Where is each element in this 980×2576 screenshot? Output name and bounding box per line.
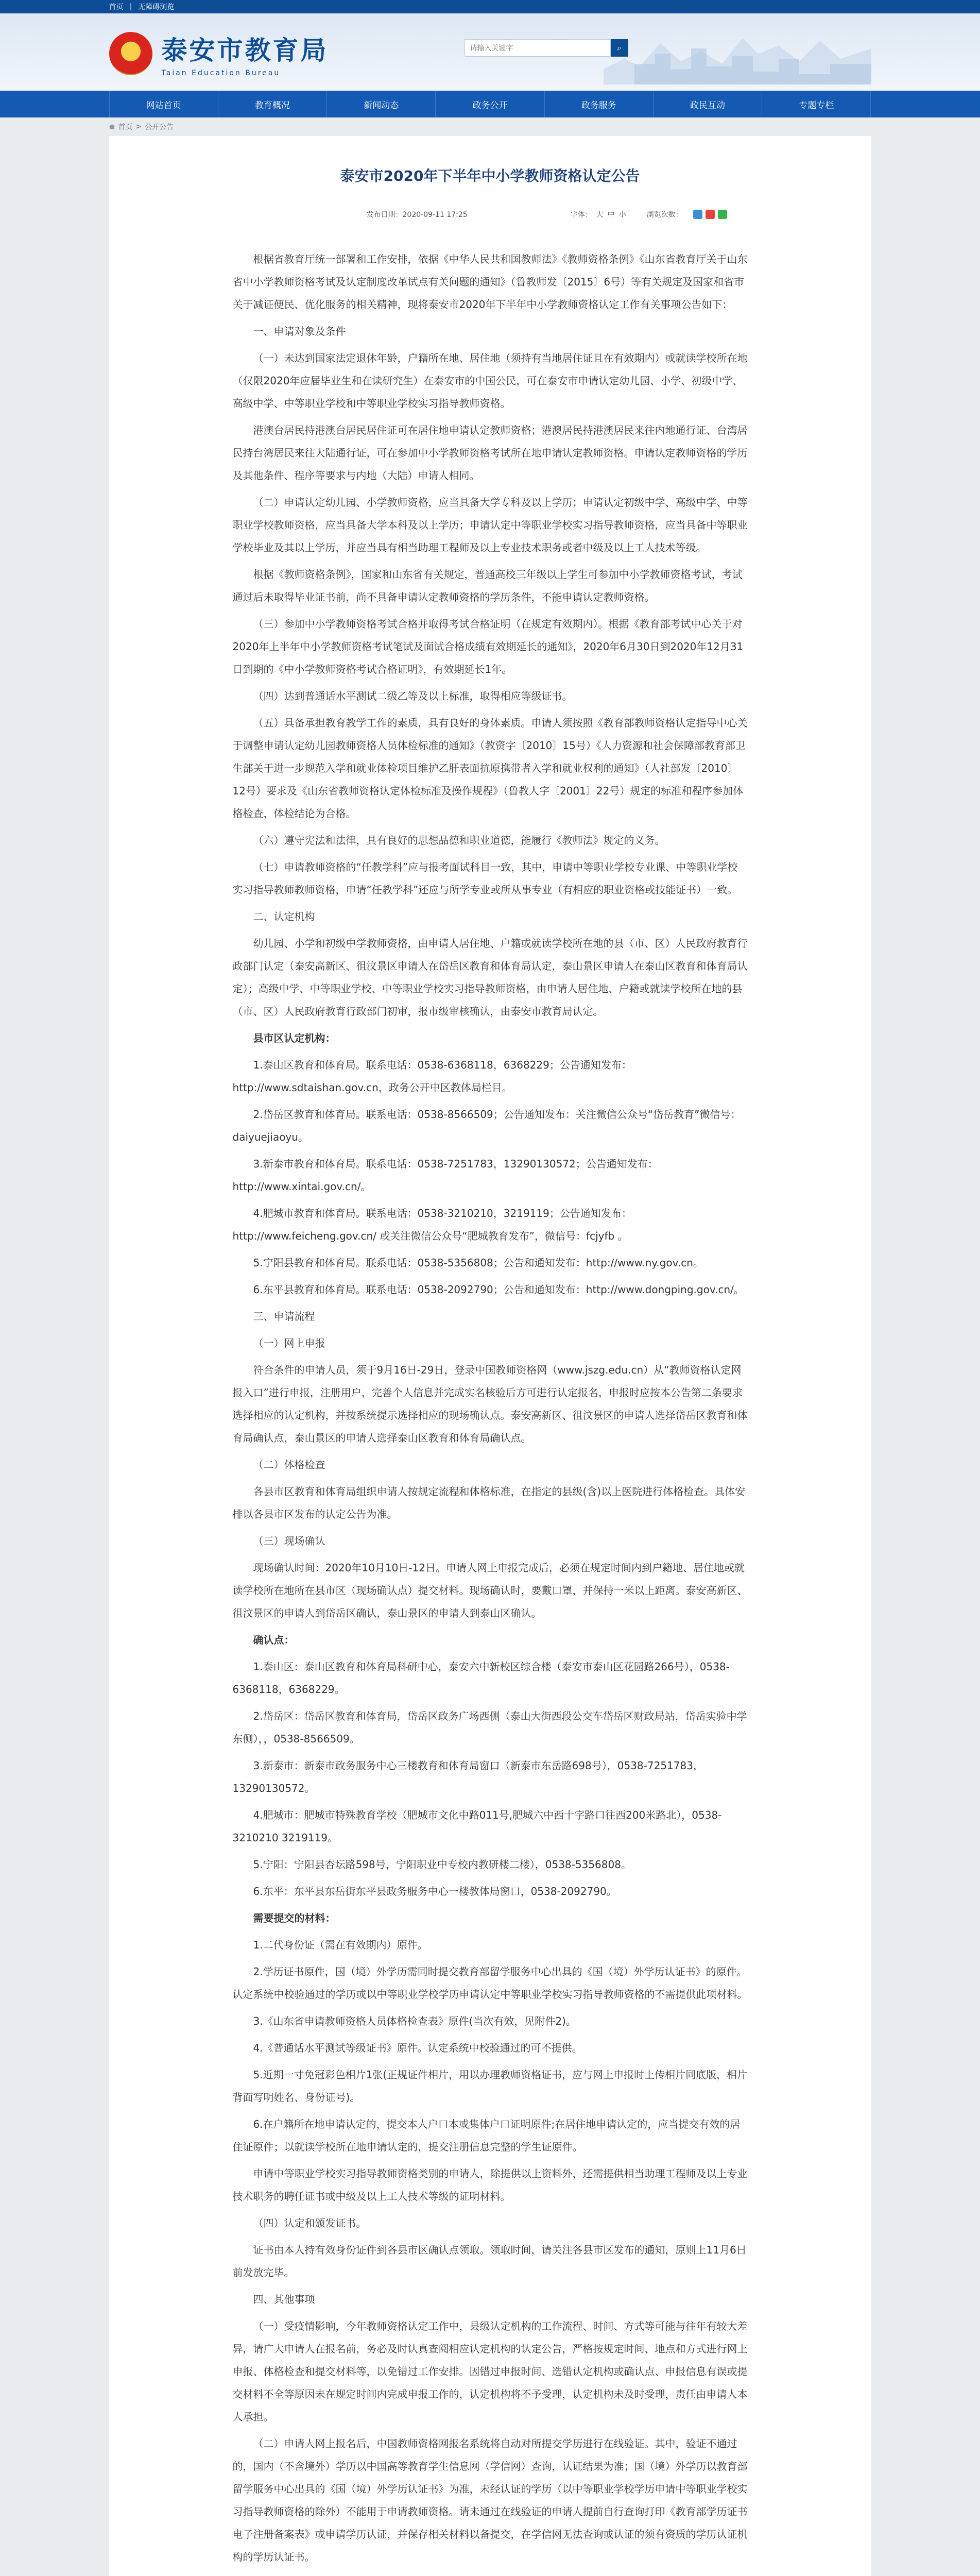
publish-date: 发布日期：2020-09-11 17:25 <box>366 211 468 219</box>
section-heading: （三）现场确认 <box>253 1535 325 1547</box>
paragraph: （二）申请人网上报名后，中国教师资格网报名系统将自动对所提交学历进行在线验证。其中，验证不通过的，国内（不含境外）学历以中国高等教育学生信息网（学信网）查询，认证结果为准；国（境）外学历以教育部留学服务中心出具的《国（境）外学历认证书》为准，未经认证的学历（以中等职业学校学历申请中等职业学校实习指导教师资格的除外）不能用于申请教师资格。请未通过在线验证的申请人提前自行查询打印《教育部学历证书电子注册备案表》或申请学历认证，并保存相关材料以备提交，在学信网无法查询或认证的须有资质的学历认证机构的学历认证书。 <box>232 2437 748 2563</box>
paragraph: 4.肥城市教育和体育局。联系电话：0538-3210210，3219119；公告通知发布：http://www.feicheng.gov.cn/ 或关注微信公众号“肥城教育发布”，微信号：fcjyfb 。 <box>232 1207 632 1242</box>
font-size-small[interactable]: 小 <box>618 211 626 219</box>
paragraph: （四）认定和颁发证书。 <box>253 2217 367 2229</box>
nav-item-open-affairs[interactable]: 政务公开 <box>436 91 544 117</box>
nav-item-news[interactable]: 新闻动态 <box>327 91 436 117</box>
share-wechat-icon[interactable] <box>718 210 727 219</box>
section-heading: （一）网上申报 <box>253 1337 325 1349</box>
paragraph: （二）申请认定幼儿园、小学教师资格，应当具备大学专科及以上学历；申请认定初级中学、高级中学、中等职业学校教师资格，应当具备大学本科及以上学历；申请认定中等职业学校实习指导教师资格，应当具备中等职业学校毕业及其以上学历，并应当具有相当助理工程师及以上专业技术职务或者中级及以上工人技术等级。 <box>232 496 748 554</box>
paragraph: 5.近期一寸免冠彩色相片1张(正规证件相片，用以办理教师资格证书，应与网上申报时上传相片同底版，相片背面写明姓名、身份证号)。 <box>232 2069 748 2104</box>
paragraph: 4.《普通话水平测试等级证书》原件。认定系统中校验通过的可不提供。 <box>253 2042 582 2054</box>
paragraph: 1.泰山区教育和体育局。联系电话：0538-6368118，6368229；公告通知发布：http://www.sdtaishan.gov.cn，政务公开中区教体局栏目。 <box>232 1059 632 1094</box>
breadcrumb-separator: > <box>135 123 142 131</box>
site-name-en: Taian Education Bureau <box>161 69 281 77</box>
article <box>233 136 748 2576</box>
paragraph: （三）参加中小学教师资格考试合格并取得考试合格证明（在规定有效期内）。根据《教育部考试中心关于对2020年上半年中小学教师资格考试笔试及面试合格成绩有效期延长的通知》，2020年6月30日到2020年12月31日到期的《中小学教师资格考试合格证明》，有效期延长1年。 <box>232 618 744 675</box>
paragraph <box>233 2572 748 2576</box>
nav-item-services[interactable]: 政务服务 <box>545 91 654 117</box>
breadcrumb <box>109 117 871 136</box>
national-emblem-icon <box>109 32 152 75</box>
top-link-accessibility[interactable]: 无障碍浏览 <box>138 3 175 11</box>
font-size-big[interactable]: 大 <box>596 211 604 219</box>
paragraph: 申请中等职业学校实习指导教师资格类别的申请人，除提供以上资料外，还需提供相当助理工程师及以上专业技术职务的聘任证书或中级及以上工人技术等级的证明材料。 <box>232 2167 748 2202</box>
paragraph: （六）遵守宪法和法律，具有良好的思想品德和职业道德，能履行《教师法》规定的义务。 <box>253 834 665 846</box>
nav-item-home[interactable]: 网站首页 <box>109 91 218 117</box>
section-heading: 证书由本人持有效身份证件到各县市区确认点领取。领取时间，请关注各县市区发布的通知，原则上11月6日前发放完毕。 <box>232 2244 747 2279</box>
nav-item-topics[interactable]: 专题专栏 <box>762 91 871 117</box>
paragraph: 现场确认时间：2020年10月10日-12日。申请人网上申报完成后，必须在规定时间内到户籍地、居住地或就读学校所在地所在县市区（现场确认点）提交材料。现场确认时，要戴口罩，并保持一米以上距离。泰安高新区、徂汶景区的申请人到岱岳区确认，泰山景区的申请人到泰山区确认。 <box>232 1562 748 1619</box>
main-content <box>109 136 871 2576</box>
paragraph: 符合条件的申请人员，须于9月16日-29日，登录中国教师资格网（www.jszg.edu.cn）从“教师资格认定网报入口”进行申报，注册用户，完善个人信息并完成实名核验后方可进行认定报名，申报时应按本公告第二条要求选择相应的认定机构，并按系统提示选择相应的现场确认点。泰安高新区、徂汶景区的申请人选择岱岳区教育和体育局确认点，泰山景区的申请人选择泰山区教育和体育局确认点。 <box>232 1364 748 1444</box>
paragraph: 1.二代身份证（需在有效期内）原件。 <box>253 1939 428 1951</box>
paragraph: 2.岱岳区教育和体育局。联系电话：0538-8566509；公告通知发布：关注微信公众号“岱岳教育”微信号：daiyuejiaoyu。 <box>232 1108 741 1143</box>
paragraph: 2.岱岳区：岱岳区教育和体育局，岱岳区政务广场西侧（泰山大街西段公交车岱岳区财政局站，岱岳实验中学东侧），，0538-8566509。 <box>232 1710 747 1745</box>
article-body <box>233 228 748 2576</box>
breadcrumb-current[interactable]: 公开公告 <box>145 123 174 131</box>
section-heading: 二、认定机构 <box>253 910 315 923</box>
paragraph: 6.在户籍所在地申请认定的，提交本人户口本或集体户口证明原件;在居住地申请认定的，应当提交有效的居住证原件；以就读学校所在地申请认定的，提交注册信息完整的学生证原件。 <box>232 2118 741 2153</box>
paragraph: 5.宁阳县教育和体育局。联系电话：0538-5356808；公告和通知发布：http://www.ny.gov.cn。 <box>253 1257 703 1269</box>
paragraph: 四、其他事项 <box>253 2293 315 2306</box>
top-separator: | <box>129 3 132 11</box>
paragraph: 5.宁阳：宁阳县杏坛路598号，宁阳职业中专校内教研楼二楼），0538-5356808。 <box>253 1858 631 1871</box>
paragraph: 1.泰山区：泰山区教育和体育局科研中心，泰安六中新校区综合楼（泰安市泰山区花园路266号），0538-6368118，6368229。 <box>232 1660 730 1696</box>
paragraph: 3.《山东省申请教师资格人员体格检查表》原件(当次有效，见附件2)。 <box>253 2015 576 2027</box>
section-heading: 三、申请流程 <box>253 1310 315 1323</box>
search-input[interactable] <box>465 39 611 57</box>
search-icon: ⌕ <box>617 43 622 53</box>
page-title: 泰安市2020年下半年中小学教师资格认定公告 <box>340 167 640 184</box>
section-heading: 需要提交的材料： <box>253 1912 336 1924</box>
paragraph: 4.肥城市：肥城市特殊教育学校（肥城市文化中路011号,肥城六中西十字路口往西200米路北），0538-3210210 3219119。 <box>232 1809 722 1844</box>
paragraph: 3.新泰市教育和体育局。联系电话：0538-7251783，13290130572；公告通知发布：http://www.xintai.gov.cn/。 <box>232 1158 658 1193</box>
section-heading: 一、申请对象及条件 <box>253 325 346 337</box>
paragraph: 各县市区教育和体育局组织申请人按规定流程和体格标准，在指定的县级(含)以上医院进行体格检查。具体安排以各县市区发布的认定公告为准。 <box>232 1485 746 1520</box>
article-meta <box>233 209 748 228</box>
site-header <box>0 13 980 91</box>
font-size-controls <box>571 209 626 219</box>
paragraph: 根据《教师资格条例》，国家和山东省有关规定，普通高校三年级以上学生可参加中小学教师资格考试，考试通过后未取得毕业证书前，尚不具备申请认定教师资格的学历条件，不能申请认定教师资格。 <box>232 568 743 603</box>
paragraph: （五）具备承担教育教学工作的素质，具有良好的身体素质。申请人须按照《教育部教师资格认定指导中心关于调整申请认定幼儿园教师资格人员体检标准的通知》（教资字〔2010〕15号）《人力资源和社会保障部教育部卫生部关于进一步规范入学和就业体检项目维护乙肝表面抗原携带者入学和就业权利的通知》（人社部发〔2010〕12号）要求及《山东省教师资格认定体检标准及操作规程》（鲁教人字〔2001〕22号）规定的标准和程序参加体格检查，体检结论为合格。 <box>232 717 748 820</box>
font-size-label: 字体： <box>570 211 592 219</box>
nav-item-overview[interactable]: 教育概况 <box>218 91 327 117</box>
paragraph: 6.东平：东平县东岳街东平县政务服务中心一楼教体局窗口，0538-2092790。 <box>253 1885 617 1897</box>
font-size-mid[interactable]: 中 <box>607 211 615 219</box>
section-heading: 县市区认定机构： <box>253 1032 336 1044</box>
top-link-home[interactable]: 首页 <box>109 3 124 11</box>
skyline-decoration-icon <box>604 23 871 84</box>
paragraph: （七）申请教师资格的“任教学科”应与报考面试科目一致，其中，申请中等职业学校专业课、中等职业学校实习指导教师教师资格，申请“任教学科”还应与所学专业或所从事专业（有相应的职业资格或技能证书）一致。 <box>232 861 738 896</box>
main-nav <box>0 91 980 117</box>
paragraph: 幼儿园、小学和初级中学教师资格，由申请人居住地、户籍或就读学校所在地的县（市、区）人民政府教育行政部门认定（泰安高新区、徂汶景区申请人在岱岳区教育和体育局认定，泰山景区申请人在泰山区教育和体育局认定）；高级中学、中等职业学校、中等职业学校实习指导教师资格，由申请人居住地、户籍或就读学校所在地的县（市、区）人民政府教育行政部门初审，报市级审核确认，由泰安市教育局认定。 <box>232 937 748 1018</box>
site-logo[interactable] <box>109 30 329 77</box>
home-icon <box>109 124 115 129</box>
share-qzone-icon[interactable] <box>693 210 702 219</box>
paragraph: 3.新泰市：新泰市政务服务中心三楼教育和体育局窗口（新泰市东岳路698号），0538-7251783，13290130572。 <box>232 1759 703 1794</box>
section-heading: （二）体格检查 <box>253 1459 325 1471</box>
paragraph: （四）达到普通话水平测试二级乙等及以上标准，取得相应等级证书。 <box>253 690 573 702</box>
share-buttons <box>693 210 727 219</box>
paragraph: （一）未达到国家法定退休年龄，户籍所在地、居住地（须持有当地居住证且在有效期内）或就读学校所在地（仅限2020年应届毕业生和在读研究生）在泰安市的中国公民，可在泰安市申请认定幼儿园、小学、初级中学、高级中学、中等职业学校和中等职业学校实习指导教师资格。 <box>232 352 748 410</box>
section-heading: 确认点： <box>253 1634 295 1646</box>
share-weibo-icon[interactable] <box>706 210 715 219</box>
site-name: 泰安市教育局 <box>161 36 329 65</box>
paragraph: 2.学历证书原件，国（境）外学历需同时提交教育部留学服务中心出具的《国（境）外学历认证书》的原件。认定系统中校验通过的学历或以中等职业学校学历申请认定中等职业学校实习指导教师资格的不需提供此项材料。 <box>232 1965 748 2001</box>
paragraph: 6.东平县教育和体育局。联系电话：0538-2092790；公告和通知发布：http://www.dongping.gov.cn/。 <box>253 1283 744 1296</box>
breadcrumb-home[interactable]: 首页 <box>118 123 133 131</box>
paragraph: 根据省教育厅统一部署和工作安排，依据《中华人民共和国教师法》《教师资格条例》《山东省教育厅关于山东省中小学教师资格考试及认定制度改革试点有关问题的通知》（鲁教师发〔2015〕6号）等有关规定及国家和省市关于减证便民、优化服务的相关精神，现将泰安市2020年下半年中小学教师资格认定工作有关事项公告如下： <box>232 253 748 311</box>
top-strip <box>0 0 980 13</box>
paragraph: 港澳台居民持港澳台居民居住证可在居住地申请认定教师资格；港澳居民持港澳居民来往内地通行证、台湾居民持台湾居民来往大陆通行证，可在参加中小学教师资格考试所在地申请认定教师资格。申请认定教师资格的学历及其他条件、程序等要求与内地（大陆）申请人相同。 <box>232 424 748 482</box>
section-heading: （一）受疫情影响，今年教师资格认定工作中，县级认定机构的工作流程、时间、方式等可能与往年有较大差异，请广大申请人在报名前，务必及时认真查阅相应认定机构的认定公告，严格按规定时间、地点和方式进行网上申报、体格检查和提交材料等，以免错过工作安排。因错过申报时间、选错认定机构或确认点、申报信息有误或提交材料不全等原因未在规定时间内完成申报工作的，认定机构将不予受理，认定机构未及时受理，责任由申请人本人承担。 <box>232 2320 748 2423</box>
view-count-label: 浏览次数： <box>646 211 683 219</box>
nav-item-interaction[interactable]: 政民互动 <box>654 91 762 117</box>
